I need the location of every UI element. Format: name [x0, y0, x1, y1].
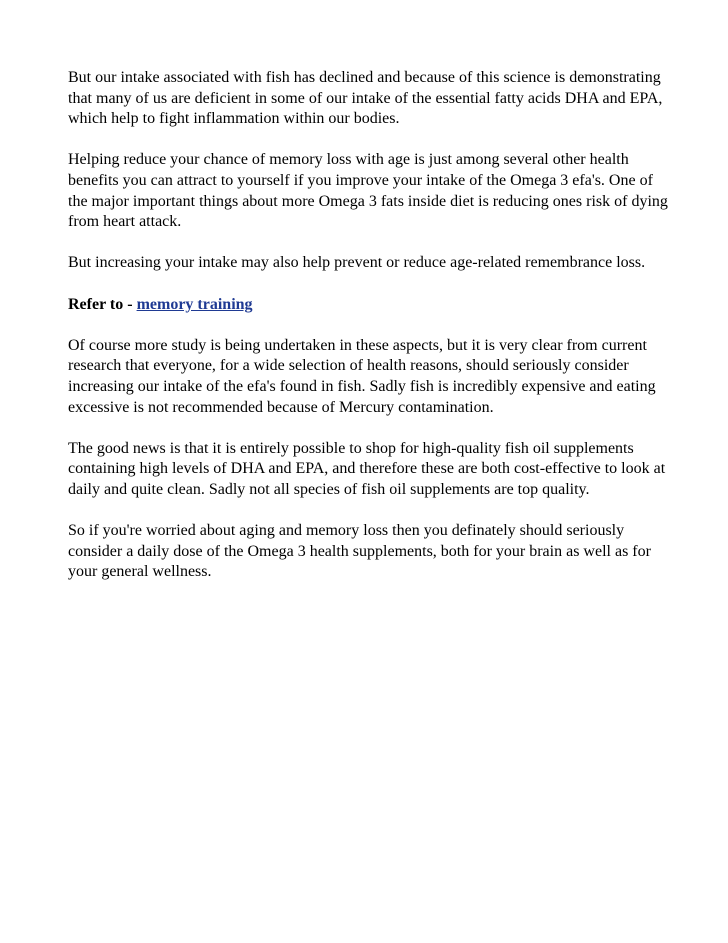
paragraph-conclusion: So if you're worried about aging and memory loss then you definately should seriously consider a daily dose of the Omega 3 health supplements, both for your brain as well as for your general wellness. [68, 522, 651, 581]
memory-training-link[interactable]: memory training [136, 295, 253, 313]
refer-prefix: Refer to - [68, 295, 137, 313]
paragraph-research: Of course more study is being undertaken in these aspects, but it is very clear from current research that everyone, for a wide selection of health reasons, should seriously consider increasing our intake of the efa's found in fish. Sadly fish is incredibly expensive and eating excessive is not recommended because of Mercury contamination. [68, 336, 656, 416]
paragraph-age-related-loss: But increasing your intake may also help prevent or reduce age-related remembrance loss. [68, 254, 646, 272]
document-page [68, 68, 668, 603]
paragraph-memory-loss-benefits: Helping reduce your chance of memory loss with age is just among several other health benefits you can attract to yourself if you improve your intake of the Omega 3 efa's. One of the major important things about more Omega 3 fats inside diet is reducing ones risk of dying from heart attack. [68, 151, 668, 231]
paragraph-fish-intake: But our intake associated with fish has declined and because of this science is demonstrating that many of us are deficient in some of our intake of the essential fatty acids DHA and EPA, which help to fight inflammation within our bodies. [68, 69, 663, 128]
refer-line [68, 295, 668, 316]
paragraph-good-news: The good news is that it is entirely possible to shop for high-quality fish oil supplements containing high levels of DHA and EPA, and therefore these are both cost-effective to look at daily and quite clean. Sadly not all species of fish oil supplements are top quality. [68, 439, 666, 498]
